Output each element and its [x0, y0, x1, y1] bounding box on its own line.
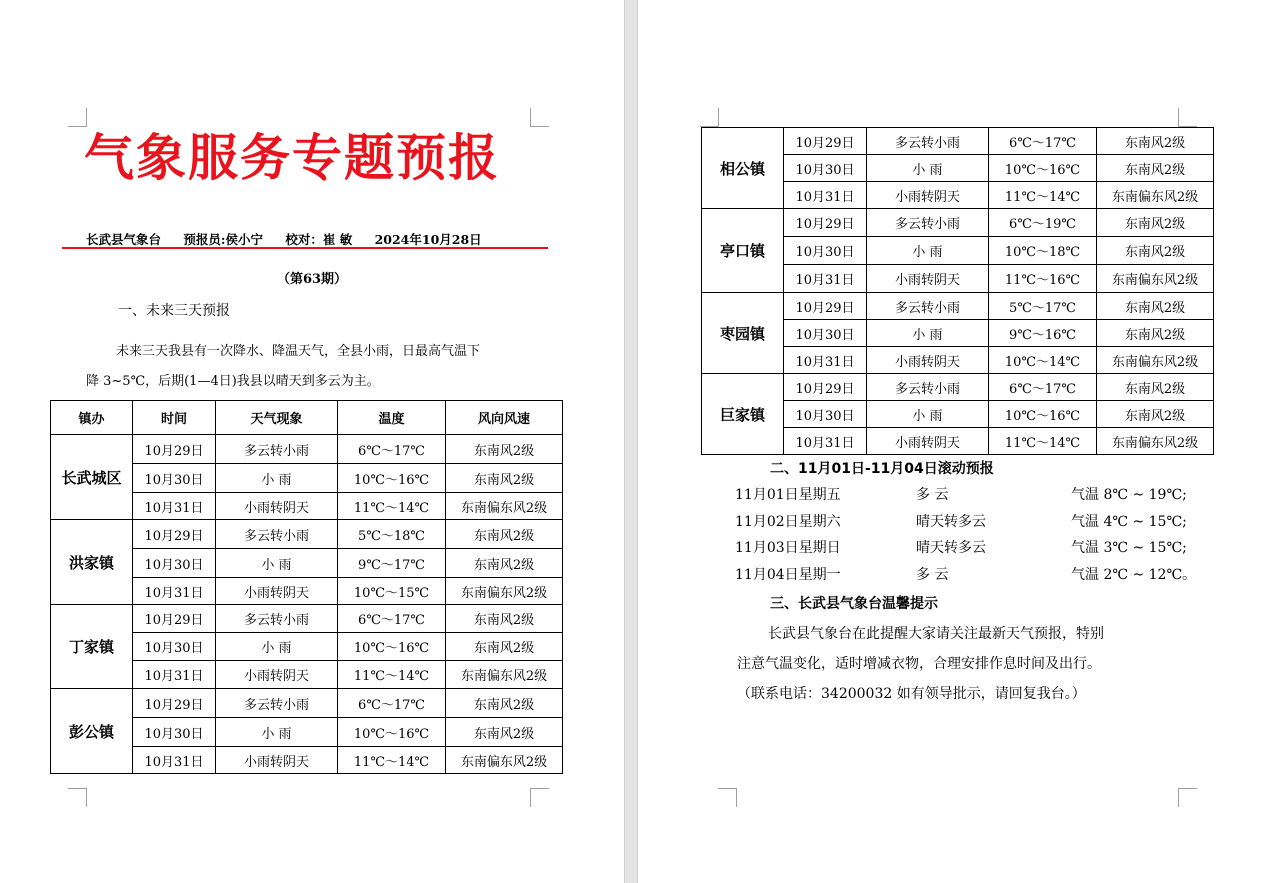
page-left — [0, 0, 624, 883]
red-rule — [62, 247, 548, 249]
rolling-temp: 气温 8℃ ~ 19℃; — [1071, 487, 1187, 503]
temp-cell: 10℃～16℃ — [338, 718, 446, 747]
wind-cell: 东南风2级 — [446, 605, 563, 633]
date-cell: 10月31日 — [784, 428, 867, 455]
weather-cell: 小雨转阴天 — [216, 578, 338, 605]
rolling-temp: 气温 3℃ ~ 15℃; — [1071, 540, 1187, 556]
weather-cell: 小雨转阴天 — [867, 182, 989, 209]
contact-line: （联系电话：34200032 如有领导批示，请回复我台。） — [737, 686, 1086, 702]
rolling-weather: 多 云 — [916, 487, 949, 503]
issuer: 长武县气象台 — [86, 232, 162, 247]
margin-mark — [68, 788, 87, 807]
temp-cell: 5℃～18℃ — [338, 520, 446, 549]
town-name: 相公镇 — [702, 128, 784, 209]
temp-cell: 10℃～16℃ — [989, 401, 1097, 428]
weather-cell: 小 雨 — [867, 155, 989, 182]
date-cell: 10月31日 — [784, 347, 867, 374]
reviewer: 校对：崔 敏 — [285, 232, 353, 247]
wind-cell: 东南风2级 — [446, 633, 563, 661]
weather-cell: 多云转小雨 — [216, 435, 338, 464]
date-cell: 10月31日 — [784, 265, 867, 293]
temp-cell: 11℃～14℃ — [338, 747, 446, 774]
temp-cell: 10℃～16℃ — [989, 155, 1097, 182]
town-name: 枣园镇 — [702, 293, 784, 374]
wind-cell: 东南风2级 — [446, 689, 563, 718]
date-cell: 10月31日 — [133, 661, 216, 689]
temp-cell: 5℃～17℃ — [989, 293, 1097, 320]
temp-cell: 10℃～14℃ — [989, 347, 1097, 374]
weather-cell: 小 雨 — [867, 237, 989, 265]
temp-cell: 11℃～14℃ — [989, 182, 1097, 209]
temp-cell: 6℃～17℃ — [338, 605, 446, 633]
date-cell: 10月29日 — [784, 128, 867, 155]
table-row — [702, 128, 1214, 155]
issue-date: 2024年10月28日 — [374, 232, 482, 247]
date-cell: 10月31日 — [133, 493, 216, 520]
table-header-row — [51, 401, 563, 435]
tip-line1: 长武县气象台在此提醒大家请关注最新天气预报，特别 — [768, 626, 1104, 642]
temp-cell: 11℃～14℃ — [989, 428, 1097, 455]
weather-cell: 小 雨 — [216, 549, 338, 578]
weather-cell: 小雨转阴天 — [216, 493, 338, 520]
date-cell: 10月31日 — [133, 578, 216, 605]
weather-cell: 小 雨 — [216, 464, 338, 493]
wind-cell: 东南风2级 — [1097, 155, 1214, 182]
weather-cell: 小雨转阴天 — [216, 747, 338, 774]
forecaster: 预报员:侯小宁 — [183, 232, 263, 247]
margin-mark — [1178, 108, 1197, 127]
temp-cell: 11℃～14℃ — [338, 493, 446, 520]
temp-cell: 6℃～17℃ — [989, 128, 1097, 155]
temp-cell: 6℃～17℃ — [338, 435, 446, 464]
temp-cell: 10℃～15℃ — [338, 578, 446, 605]
document-title: 气象服务专题预报 — [84, 129, 500, 187]
temp-cell: 11℃～16℃ — [989, 265, 1097, 293]
wind-cell: 东南风2级 — [1097, 320, 1214, 347]
wind-cell: 东南偏东风2级 — [446, 661, 563, 689]
date-cell: 10月30日 — [133, 633, 216, 661]
date-cell: 10月30日 — [784, 320, 867, 347]
wind-cell: 东南风2级 — [1097, 237, 1214, 265]
rolling-weather: 晴天转多云 — [916, 514, 986, 530]
forecast-table-right — [701, 127, 1214, 455]
weather-cell: 多云转小雨 — [216, 605, 338, 633]
rolling-weather: 多 云 — [916, 567, 949, 583]
town-name: 长武城区 — [51, 435, 133, 520]
section1-heading: 一、未来三天预报 — [118, 303, 230, 319]
weather-cell: 小雨转阴天 — [867, 265, 989, 293]
wind-cell: 东南风2级 — [446, 464, 563, 493]
town-name: 巨家镇 — [702, 374, 784, 455]
wind-cell: 东南风2级 — [446, 718, 563, 747]
date-cell: 10月29日 — [784, 293, 867, 320]
weather-cell: 多云转小雨 — [867, 128, 989, 155]
issue-number: （第63期） — [276, 272, 348, 287]
table-row — [51, 435, 563, 464]
weather-cell: 多云转小雨 — [867, 293, 989, 320]
weather-cell: 多云转小雨 — [867, 374, 989, 401]
wind-cell: 东南偏东风2级 — [1097, 182, 1214, 209]
temp-cell: 6℃～17℃ — [338, 689, 446, 718]
table-row — [702, 293, 1214, 320]
wind-cell: 东南风2级 — [446, 520, 563, 549]
rolling-day: 11月02日星期六 — [735, 514, 841, 530]
wind-cell: 东南偏东风2级 — [446, 747, 563, 774]
date-cell: 10月30日 — [133, 464, 216, 493]
rolling-day: 11月04日星期一 — [735, 567, 841, 583]
temp-cell: 9℃～16℃ — [989, 320, 1097, 347]
section2-heading: 二、11月01日-11月04日滚动预报 — [770, 461, 994, 477]
wind-cell: 东南风2级 — [1097, 401, 1214, 428]
date-cell: 10月31日 — [133, 747, 216, 774]
section3-heading: 三、长武县气象台温馨提示 — [770, 596, 938, 612]
table-row — [51, 605, 563, 633]
temp-cell: 6℃～17℃ — [989, 374, 1097, 401]
date-cell: 10月31日 — [784, 182, 867, 209]
forecast-table-left — [50, 400, 563, 774]
temp-cell: 10℃～18℃ — [989, 237, 1097, 265]
temp-cell: 11℃～14℃ — [338, 661, 446, 689]
wind-cell: 东南偏东风2级 — [446, 578, 563, 605]
date-cell: 10月29日 — [133, 520, 216, 549]
wind-cell: 东南风2级 — [446, 549, 563, 578]
page-gutter — [624, 0, 638, 883]
weather-cell: 小 雨 — [867, 401, 989, 428]
town-name: 亭口镇 — [702, 209, 784, 293]
table-row — [51, 520, 563, 549]
town-name: 彭公镇 — [51, 689, 133, 774]
temp-cell: 9℃～17℃ — [338, 549, 446, 578]
date-cell: 10月30日 — [784, 401, 867, 428]
wind-cell: 东南风2级 — [1097, 209, 1214, 237]
header-date: 时间 — [133, 401, 216, 435]
table-row — [702, 209, 1214, 237]
weather-cell: 小雨转阴天 — [867, 347, 989, 374]
margin-mark — [700, 108, 719, 127]
wind-cell: 东南偏东风2级 — [1097, 428, 1214, 455]
rolling-day: 11月01日星期五 — [735, 487, 841, 503]
town-name: 洪家镇 — [51, 520, 133, 605]
date-cell: 10月29日 — [784, 374, 867, 401]
header-temp: 温度 — [338, 401, 446, 435]
date-cell: 10月30日 — [784, 237, 867, 265]
rolling-day: 11月03日星期日 — [735, 540, 841, 556]
weather-cell: 多云转小雨 — [216, 689, 338, 718]
temp-cell: 6℃～19℃ — [989, 209, 1097, 237]
date-cell: 10月30日 — [133, 718, 216, 747]
wind-cell: 东南风2级 — [1097, 128, 1214, 155]
section1-para-line2: 降 3~5℃，后期(1—4日)我县以晴天到多云为主。 — [86, 374, 380, 389]
table-row — [51, 689, 563, 718]
rolling-temp: 气温 4℃ ~ 15℃; — [1071, 514, 1187, 530]
margin-mark — [718, 788, 737, 807]
town-name: 丁家镇 — [51, 605, 133, 689]
margin-mark — [1178, 788, 1197, 807]
temp-cell: 10℃～16℃ — [338, 464, 446, 493]
date-cell: 10月29日 — [133, 435, 216, 464]
weather-cell: 多云转小雨 — [216, 520, 338, 549]
section1-para-line1: 未来三天我县有一次降水、降温天气，全县小雨，日最高气温下 — [116, 344, 481, 359]
wind-cell: 东南偏东风2级 — [1097, 347, 1214, 374]
weather-cell: 小雨转阴天 — [216, 661, 338, 689]
weather-cell: 小 雨 — [216, 718, 338, 747]
wind-cell: 东南风2级 — [1097, 374, 1214, 401]
rolling-weather: 晴天转多云 — [916, 540, 986, 556]
wind-cell: 东南风2级 — [446, 435, 563, 464]
margin-mark — [530, 788, 549, 807]
issuer-line — [86, 230, 500, 248]
date-cell: 10月30日 — [784, 155, 867, 182]
date-cell: 10月29日 — [133, 689, 216, 718]
weather-cell: 小雨转阴天 — [867, 428, 989, 455]
date-cell: 10月30日 — [133, 549, 216, 578]
wind-cell: 东南偏东风2级 — [446, 493, 563, 520]
weather-cell: 小 雨 — [216, 633, 338, 661]
header-town: 镇办 — [51, 401, 133, 435]
rolling-temp: 气温 2℃ ~ 12℃。 — [1071, 567, 1197, 583]
temp-cell: 10℃～16℃ — [338, 633, 446, 661]
wind-cell: 东南风2级 — [1097, 293, 1214, 320]
table-row — [702, 374, 1214, 401]
header-weather: 天气现象 — [216, 401, 338, 435]
wind-cell: 东南偏东风2级 — [1097, 265, 1214, 293]
weather-cell: 小 雨 — [867, 320, 989, 347]
date-cell: 10月29日 — [784, 209, 867, 237]
date-cell: 10月29日 — [133, 605, 216, 633]
header-wind: 风向风速 — [446, 401, 563, 435]
weather-cell: 多云转小雨 — [867, 209, 989, 237]
tip-line2: 注意气温变化，适时增减衣物，合理安排作息时间及出行。 — [737, 656, 1101, 672]
